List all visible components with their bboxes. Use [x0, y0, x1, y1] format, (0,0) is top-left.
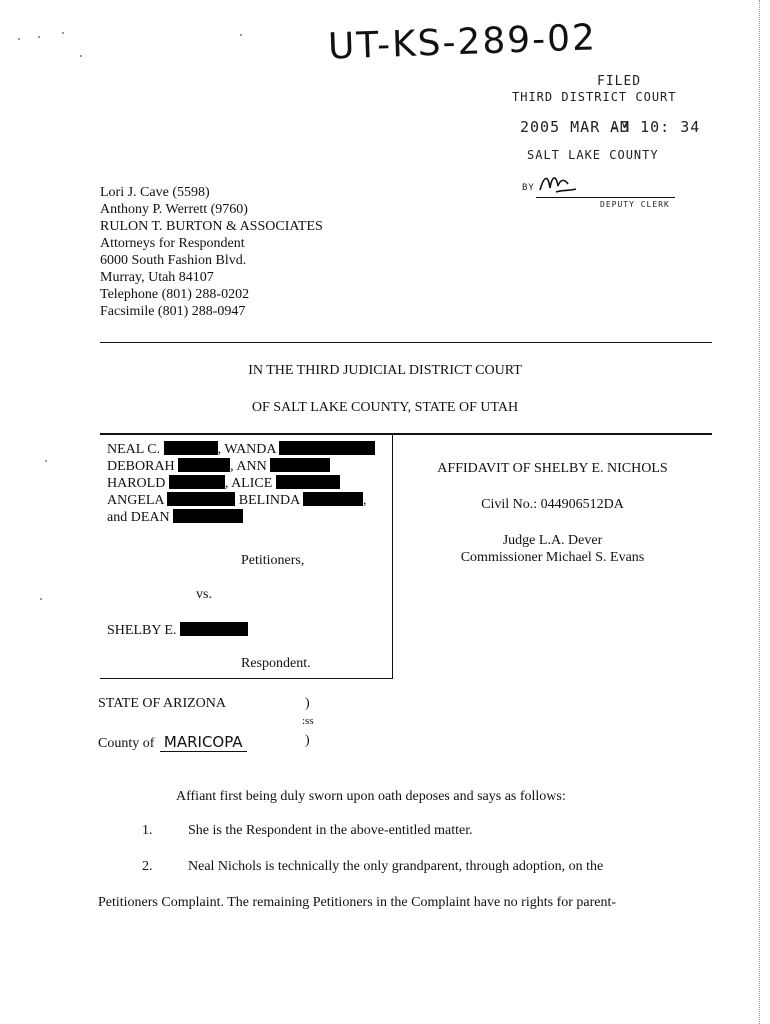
item-text: Neal Nichols is technically the only grandparent, through adoption, on the — [188, 859, 604, 874]
petitioner-name: ANGELA — [107, 493, 164, 508]
petitioner-name: , ANN — [230, 459, 267, 474]
scan-speck — [40, 598, 42, 600]
scan-speck — [18, 38, 20, 40]
attorney-line: Murray, Utah 84107 — [100, 270, 214, 285]
attorney-line: Anthony P. Werrett (9760) — [100, 202, 248, 217]
caption-bottom-rule — [100, 678, 393, 679]
scan-edge — [758, 0, 760, 1024]
redaction — [270, 458, 330, 472]
redaction — [167, 492, 235, 506]
header-rule — [100, 342, 712, 343]
handwritten-case-number: UT-KS-289-02 — [327, 17, 598, 68]
court-county: OF SALT LAKE COUNTY, STATE OF UTAH — [251, 400, 519, 415]
petitioner-name: , WANDA — [217, 442, 276, 457]
redaction — [169, 475, 225, 489]
item-number: 2. — [142, 859, 153, 874]
redaction — [164, 441, 218, 455]
versus-label: vs. — [196, 587, 212, 602]
stamp-filed: FILED — [597, 74, 642, 89]
attorney-line: Attorneys for Respondent — [100, 236, 245, 251]
scan-speck — [240, 34, 242, 36]
stamp-clerk: DEPUTY CLERK — [600, 200, 670, 209]
venue-county — [98, 733, 247, 752]
item-number: 1. — [142, 823, 153, 838]
petitioner-row — [107, 441, 375, 458]
petitioner-row — [107, 475, 375, 492]
redaction — [279, 441, 375, 455]
petitioner-name: HAROLD — [107, 476, 166, 491]
petitioner-row — [107, 458, 375, 475]
stamp-time: AM 10: 34 — [610, 118, 701, 136]
attorney-line: Lori J. Cave (5598) — [100, 185, 210, 200]
petitioner-name: and DEAN — [107, 510, 170, 525]
respondent-name — [107, 622, 248, 639]
petitioner-name: , ALICE — [224, 476, 273, 491]
venue-state: STATE OF ARIZONA — [98, 696, 226, 711]
petitioners-label: Petitioners, — [241, 553, 305, 568]
document-title: AFFIDAVIT OF SHELBY E. NICHOLS — [437, 461, 668, 476]
attorney-line: 6000 South Fashion Blvd. — [100, 253, 247, 268]
item-text: She is the Respondent in the above-entitled matter. — [188, 823, 473, 838]
respondent-label: Respondent. — [241, 656, 311, 671]
petitioner-name: NEAL C. — [107, 442, 161, 457]
civil-number: Civil No.: 044906512DA — [481, 497, 624, 512]
venue-paren: ) — [305, 696, 310, 711]
respondent-name-text: SHELBY E. — [107, 623, 177, 638]
petitioner-punctuation: , — [362, 493, 367, 508]
scan-speck — [38, 36, 40, 38]
redaction — [173, 509, 243, 523]
petitioners-list — [107, 441, 375, 526]
attorney-block — [100, 184, 323, 320]
attorney-line: RULON T. BURTON & ASSOCIATES — [100, 219, 323, 234]
attorney-line: Facsimile (801) 288-0947 — [100, 304, 246, 319]
county-label: County of — [98, 736, 155, 751]
clerk-signature — [538, 170, 578, 196]
petitioner-row — [107, 509, 375, 526]
stamp-county: SALT LAKE COUNTY — [527, 148, 659, 162]
judge-name: Judge L.A. Dever — [502, 533, 603, 548]
stamp-court: THIRD DISTRICT COURT — [512, 90, 677, 104]
redaction — [178, 458, 230, 472]
continued-text: Petitioners Complaint. The remaining Petitioners in the Complaint have no rights for parent- — [98, 895, 617, 910]
caption-top-rule — [100, 433, 712, 435]
attorney-line: Telephone (801) 288-0202 — [100, 287, 250, 302]
stamp-by: BY — [522, 183, 535, 193]
intro-paragraph: Affiant first being duly sworn upon oath deposes and says as follows: — [176, 789, 566, 804]
redaction — [180, 622, 248, 636]
stamp-signature-line — [536, 197, 675, 198]
scan-speck — [80, 55, 82, 57]
scan-speck — [45, 460, 47, 462]
petitioner-name: BELINDA — [238, 493, 300, 508]
redaction — [303, 492, 363, 506]
venue-ss: :ss — [302, 715, 314, 727]
scan-speck — [62, 32, 64, 34]
stamp-date: 2005 MAR -3 — [520, 118, 631, 136]
commissioner-name: Commissioner Michael S. Evans — [460, 550, 645, 565]
petitioner-name: DEBORAH — [107, 459, 175, 474]
petitioner-row — [107, 492, 375, 509]
venue-paren: ) — [305, 733, 310, 748]
redaction — [276, 475, 340, 489]
county-handwritten: MARICOPA — [160, 733, 247, 752]
court-name: IN THE THIRD JUDICIAL DISTRICT COURT — [248, 363, 522, 378]
